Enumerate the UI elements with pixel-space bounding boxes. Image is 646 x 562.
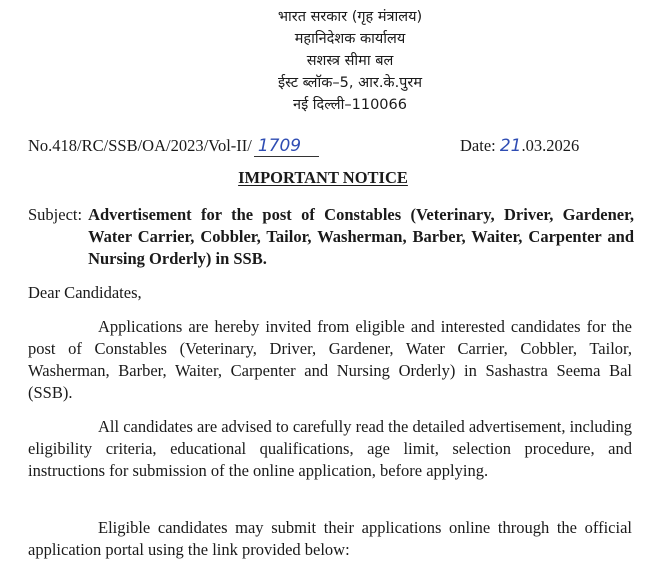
paragraph-advice: All candidates are advised to carefully read the detailed advertisement, including eligibility criteria, educational qualifications, age limit, selection procedure, and instructions for submission of the online application, before applying. [28, 417, 632, 480]
notice-date [460, 136, 579, 156]
paragraph-invitation: Applications are hereby invited from eligible and interested candidates for the post of Constables (Veterinary, Driver, Gardener, Water Carrier, Cobbler, Tailor, Washerman, Barber, Waiter, Carpenter and Nursing Orderly) in Sashastra Seema Bal (SSB). [28, 317, 632, 402]
subject-block [28, 204, 634, 270]
subject-label: Subject: [28, 205, 83, 224]
date-label: Date: [460, 136, 500, 155]
handwritten-date-day: 21 [499, 136, 522, 156]
paragraph-application-portal: Eligible candidates may submit their applications online through the official application portal using the link provided below: [28, 518, 632, 559]
letterhead-address: ईस्ट ब्लॉक–5, आर.के.पुरम [277, 75, 423, 91]
salutation: Dear Candidates, [28, 283, 142, 302]
letterhead-ministry: भारत सरकार (गृह मंत्रालय) [277, 9, 423, 25]
notice-title-text: IMPORTANT NOTICE [238, 168, 408, 187]
letterhead-city: नई दिल्ली–110066 [293, 97, 407, 113]
reference-prefix: No.418/RC/SSB/OA/2023/Vol-II/ [28, 136, 252, 155]
subject-text: Advertisement for the post of Constables (Veterinary, Driver, Gardener, Water Carrier, Cobbler, Tailor, Washerman, Barber, Waiter, Carpenter and Nursing Orderly) in SSB. [88, 205, 634, 268]
reference-number [28, 136, 319, 157]
letterhead-force: सशस्त्र सीमा बल [306, 53, 394, 69]
letterhead-office: महानिदेशक कार्यालय [294, 31, 406, 47]
handwritten-reference-number: 1709 [254, 136, 319, 157]
notice-title [0, 168, 646, 188]
date-month-year: .03.2026 [521, 136, 580, 155]
letterhead [230, 6, 470, 116]
